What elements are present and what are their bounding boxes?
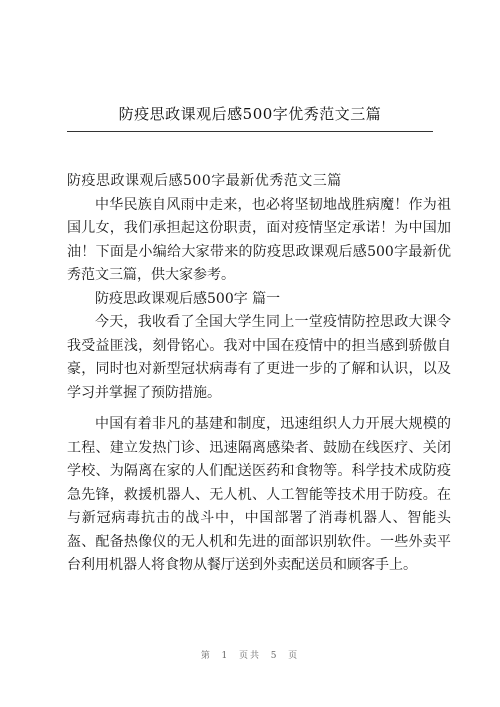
document-body [67,170,451,578]
title-divider [67,131,433,132]
intro-paragraph: 中华民族自风雨中走来，也必将坚韧地战胜病魔！作为祖国儿女，我们承担起这份职责，面对疫情坚定承诺！为中国加油！下面是小编给大家带来的防疫思政课观后感500字最新优秀范文三篇，供大家参考。 [67,196,451,283]
document-title: 防疫思政课观后感500字优秀范文三篇 [118,105,382,123]
section-heading: 防疫思政课观后感500字 篇一 [95,290,281,307]
page-number: 第 1 页共 5 页 [200,651,300,661]
body-paragraph: 今天，我收看了全国大学生同上一堂疫情防控思政大课令我受益匪浅，刻骨铭心。我对中国在疫情中的担当感到骄傲自豪，同时也对新型冠状病毒有了更进一步的了解和认识，以及学习并掌握了预防措施。 [67,314,451,401]
body-paragraph: 中国有着非凡的基建和制度，迅速组织人力开展大规模的工程、建立发热门诊、迅速隔离感染者、鼓励在线医疗、关闭学校、为隔离在家的人们配送医药和食物等。科学技术成防疫急先锋，救援机器人、无人机、人工智能等技术用于防疫。在与新冠病毒抗击的战斗中，中国部署了消毒机器人、智能头盔、配备热像仪的无人机和先进的面部识别软件。一些外卖平台利用机器人将食物从餐厅送到外卖配送员和顾客手上。 [67,416,451,573]
article-heading: 防疫思政课观后感500字最新优秀范文三篇 [67,173,342,189]
